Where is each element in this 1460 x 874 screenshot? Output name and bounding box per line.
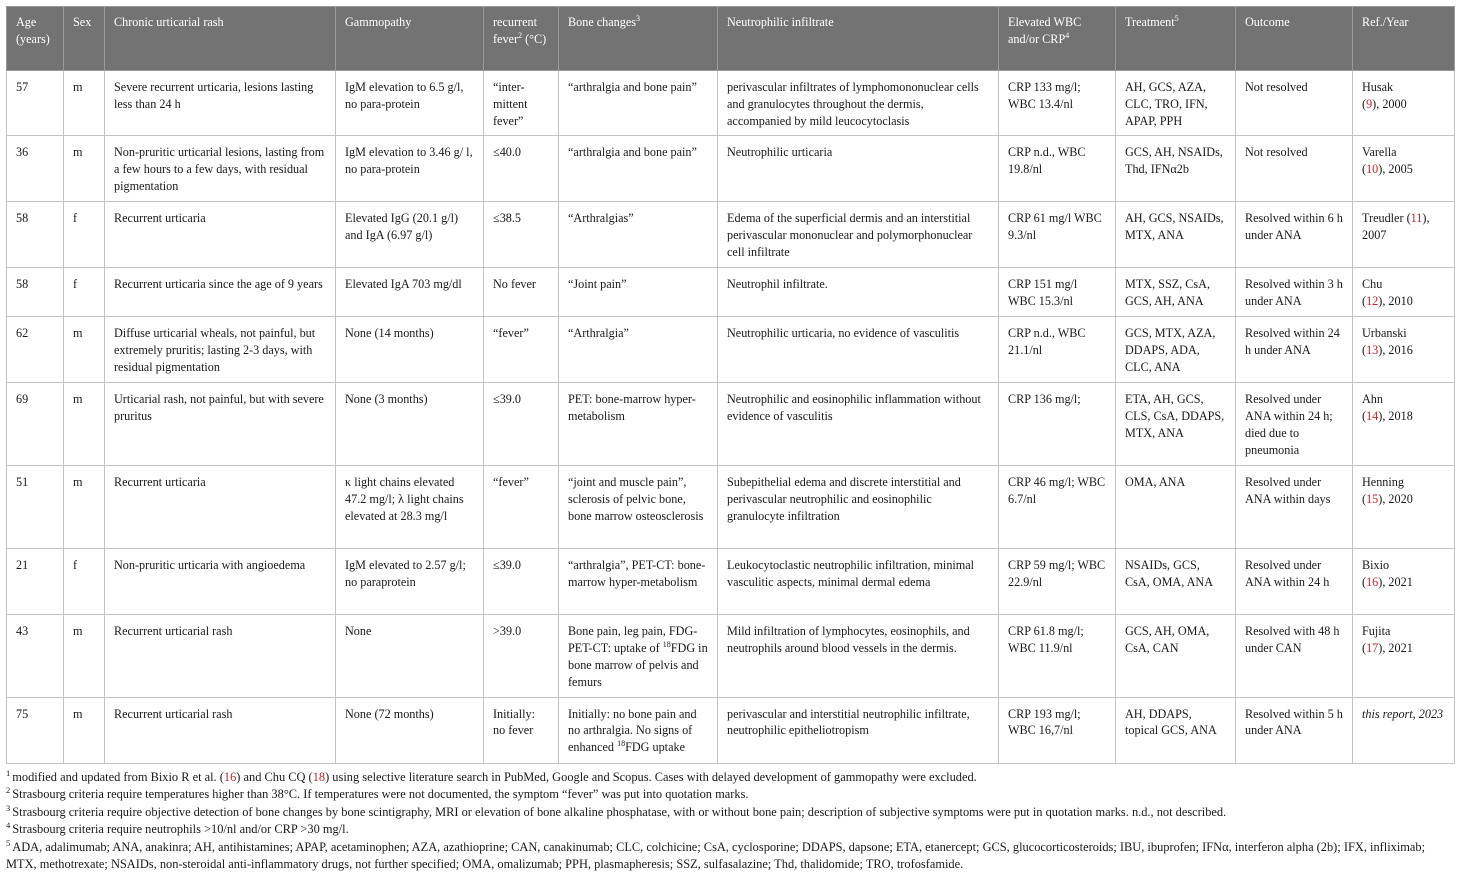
cell-fever: >39.0 xyxy=(484,615,559,697)
cell-gammopathy: Elevated IgA 703 mg/dl xyxy=(336,268,484,317)
cell-infiltrate: Leukocytoclastic neutrophilic infiltration, minimal vasculitic aspects, minimal dermal edema xyxy=(718,549,999,615)
footnotes xyxy=(6,769,1454,874)
cell-bone: “arthralgia and bone pain” xyxy=(559,71,718,136)
cell-ref: Treudler (11), 2007 xyxy=(1353,202,1455,268)
cell-treatment: GCS, AH, OMA, CsA, CAN xyxy=(1116,615,1236,697)
cell-gammopathy: κ light chains elevated 47.2 mg/l; λ light chains elevated at 28.3 mg/l xyxy=(336,466,484,549)
reference-link[interactable]: 14 xyxy=(1366,409,1379,424)
cell-age: 43 xyxy=(7,615,64,697)
reference-link[interactable]: 10 xyxy=(1366,162,1379,177)
header-treatment: Treatment$^5$ xyxy=(1116,7,1236,71)
cell-sex: f xyxy=(64,268,105,317)
header-sex: Sex xyxy=(64,7,105,71)
cell-wbc: CRP 151 mg/l WBC 15.3/nl xyxy=(999,268,1116,317)
cell-treatment: AH, GCS, AZA, CLC, TRO, IFN, APAP, PPH xyxy=(1116,71,1236,136)
header-fever: recurrent fever$^2$ (°C) xyxy=(484,7,559,71)
footnote-5: $^5$ ADA, adalimumab; ANA, anakinra; AH, antihistamines; APAP, acetaminophen; AZA, azathioprine; CAN, canakinumab; CLC, colchicine; CsA, cyclosporine; DDAPS, dapsone; ETA, etanercept; GCS, glucocorticosteroids; IBU, ibuprofen; IFNα, interferon alpha (2b); IFX, infliximab; MTX, methotrexate; NSAIDs, non-steroidal anti-inflammatory drugs, not further specified; OMA, omalizumab; PPH, plasmapheresis; SSZ, sulfasalazine; Thd, thalidomide; TRO, trofosfamide. xyxy=(6,837,1426,872)
footnote-4: $^4$ Strasbourg criteria require neutrophils >10/nl and/or CRP >30 mg/l. xyxy=(6,820,349,837)
cell-wbc: CRP n.d., WBC 19.8/nl xyxy=(999,136,1116,202)
cell-outcome: Resolved with 48 h under CAN xyxy=(1236,615,1353,697)
reference-link[interactable]: 13 xyxy=(1366,343,1379,358)
cell-outcome: Resolved within 5 h under ANA xyxy=(1236,697,1353,763)
case-table xyxy=(6,6,1455,764)
cell-bone: “joint and muscle pain”, sclerosis of pelvic bone, bone marrow osteosclerosis xyxy=(559,466,718,549)
header-infiltrate: Neutrophilic infiltrate xyxy=(718,7,999,71)
cell-age: 57 xyxy=(7,71,64,136)
footnote-2: $^2$ Strasbourg criteria require temperatures higher than 38°C. If temperatures were not documented, the symptom “fever” was put into quotation marks. xyxy=(6,785,749,802)
cell-fever: ≤39.0 xyxy=(484,383,559,466)
cell-ref: this report, 2023 xyxy=(1353,697,1455,763)
cell-sex: m xyxy=(64,136,105,202)
cell-outcome: Resolved within 3 h under ANA xyxy=(1236,268,1353,317)
cell-age: 51 xyxy=(7,466,64,549)
cell-ref: Bixio (16), 2021 xyxy=(1353,549,1455,615)
cell-gammopathy: None (72 months) xyxy=(336,697,484,763)
cell-treatment: MTX, SSZ, CsA, GCS, AH, ANA xyxy=(1116,268,1236,317)
cell-outcome: Resolved under ANA within 24 h; died due to pneumonia xyxy=(1236,383,1353,466)
table-page xyxy=(6,6,1454,874)
cell-ref: Husak (9), 2000 xyxy=(1353,71,1455,136)
cell-sex: m xyxy=(64,317,105,383)
table-row xyxy=(7,383,1455,466)
table-row xyxy=(7,268,1455,317)
cell-ref: Fujita (17), 2021 xyxy=(1353,615,1455,697)
cell-sex: m xyxy=(64,615,105,697)
cell-outcome: Resolved under ANA within days xyxy=(1236,466,1353,549)
header-bone: Bone changes$^3$ xyxy=(559,7,718,71)
cell-infiltrate: Mild infiltration of lymphocytes, eosinophils, and neutrophils around blood vessels in the dermis. xyxy=(718,615,999,697)
reference-link[interactable]: 17 xyxy=(1366,641,1379,656)
cell-fever: No fever xyxy=(484,268,559,317)
header-row xyxy=(7,7,1455,71)
cell-infiltrate: Neutrophil infiltrate. xyxy=(718,268,999,317)
reference-link[interactable]: 15 xyxy=(1366,492,1379,507)
cell-rash: Recurrent urticaria xyxy=(105,466,336,549)
cell-fever: ≤40.0 xyxy=(484,136,559,202)
header-age: Age (years) xyxy=(7,7,64,71)
cell-ref: Urbanski (13), 2016 xyxy=(1353,317,1455,383)
cell-treatment: AH, GCS, NSAIDs, MTX, ANA xyxy=(1116,202,1236,268)
cell-bone: Bone pain, leg pain, FDG-PET-CT: uptake of $^{18}$FDG in bone marrow of pelvis and femurs xyxy=(559,615,718,697)
cell-wbc: CRP 46 mg/l; WBC 6.7/nl xyxy=(999,466,1116,549)
table-row xyxy=(7,549,1455,615)
cell-gammopathy: Elevated IgG (20.1 g/l) and IgA (6.97 g/l) xyxy=(336,202,484,268)
cell-ref: Ahn (14), 2018 xyxy=(1353,383,1455,466)
cell-bone: “arthralgia and bone pain” xyxy=(559,136,718,202)
cell-ref: Chu (12), 2010 xyxy=(1353,268,1455,317)
cell-gammopathy: None (14 months) xyxy=(336,317,484,383)
cell-bone: “Arthralgia” xyxy=(559,317,718,383)
cell-treatment: GCS, MTX, AZA, DDAPS, ADA, CLC, ANA xyxy=(1116,317,1236,383)
cell-infiltrate: Neutrophilic urticaria, no evidence of vasculitis xyxy=(718,317,999,383)
cell-gammopathy: None (3 months) xyxy=(336,383,484,466)
cell-gammopathy: IgM elevated to 2.57 g/l; no paraprotein xyxy=(336,549,484,615)
cell-age: 62 xyxy=(7,317,64,383)
cell-infiltrate: perivascular infiltrates of lymphomononuclear cells and granulocytes throughout the dermis, accompanied by mild leucocytoclasis xyxy=(718,71,999,136)
cell-age: 69 xyxy=(7,383,64,466)
footnote-3: $^3$ Strasbourg criteria require objective detection of bone changes by bone scintigraphy, MRI or elevation of bone alkaline phosphatase, with or without bone pain; description of subjective symptoms were put in quotation marks. n.d., not described. xyxy=(6,802,1227,819)
cell-rash: Recurrent urticarial rash xyxy=(105,697,336,763)
header-rash: Chronic urticarial rash xyxy=(105,7,336,71)
cell-fever: “fever” xyxy=(484,317,559,383)
cell-rash: Recurrent urticaria since the age of 9 years xyxy=(105,268,336,317)
table-row xyxy=(7,317,1455,383)
table-row xyxy=(7,136,1455,202)
cell-infiltrate: perivascular and interstitial neutrophilic infiltrate, neutrophilic epitheliotropism xyxy=(718,697,999,763)
cell-treatment: OMA, ANA xyxy=(1116,466,1236,549)
cell-age: 21 xyxy=(7,549,64,615)
cell-age: 58 xyxy=(7,268,64,317)
cell-fever: ≤38.5 xyxy=(484,202,559,268)
cell-wbc: CRP 61.8 mg/l; WBC 11.9/nl xyxy=(999,615,1116,697)
cell-wbc: CRP 133 mg/l; WBC 13.4/nl xyxy=(999,71,1116,136)
reference-link[interactable]: 12 xyxy=(1366,294,1379,309)
footnote-1: $^1$ modified and updated from Bixio R et al. (16) and Chu CQ (18) using selective literature search in PubMed, Google and Scopus. Cases with delayed development of gammopathy were excluded. xyxy=(6,767,977,784)
cell-infiltrate: Subepithelial edema and discrete interstitial and perivascular neutrophilic and eosinophilic granulocyte infiltration xyxy=(718,466,999,549)
cell-treatment: NSAIDs, GCS, CsA, OMA, ANA xyxy=(1116,549,1236,615)
cell-sex: m xyxy=(64,383,105,466)
reference-link[interactable]: 11 xyxy=(1410,211,1423,226)
cell-bone: “Arthralgias” xyxy=(559,202,718,268)
cell-age: 58 xyxy=(7,202,64,268)
cell-treatment: ETA, AH, GCS, CLS, CsA, DDAPS, MTX, ANA xyxy=(1116,383,1236,466)
cell-gammopathy: IgM elevation to 3.46 g/ l, no para-protein xyxy=(336,136,484,202)
cell-outcome: Resolved within 6 h under ANA xyxy=(1236,202,1353,268)
cell-wbc: CRP 61 mg/l WBC 9.3/nl xyxy=(999,202,1116,268)
cell-rash: Non-pruritic urticaria with angioedema xyxy=(105,549,336,615)
table-row xyxy=(7,466,1455,549)
cell-rash: Non-pruritic urticarial lesions, lasting from a few hours to a few days, with residual pigmentation xyxy=(105,136,336,202)
cell-bone: “arthralgia”, PET-CT: bone-marrow hyper-metabolism xyxy=(559,549,718,615)
cell-gammopathy: IgM elevation to 6.5 g/l, no para-protein xyxy=(336,71,484,136)
table-row xyxy=(7,697,1455,763)
cell-age: 36 xyxy=(7,136,64,202)
header-outcome: Outcome xyxy=(1236,7,1353,71)
cell-fever: “fever” xyxy=(484,466,559,549)
cell-rash: Recurrent urticarial rash xyxy=(105,615,336,697)
header-wbc: Elevated WBC and/or CRP$^4$ xyxy=(999,7,1116,71)
cell-fever: Initially: no fever xyxy=(484,697,559,763)
cell-rash: Diffuse urticarial wheals, not painful, but extremely pruritis; lasting 2-3 days, with residual pigmentation xyxy=(105,317,336,383)
table-row xyxy=(7,202,1455,268)
cell-fever: ≤39.0 xyxy=(484,549,559,615)
cell-infiltrate: Neutrophilic and eosinophilic inflammation without evidence of vasculitis xyxy=(718,383,999,466)
cell-gammopathy: None xyxy=(336,615,484,697)
cell-rash: Recurrent urticaria xyxy=(105,202,336,268)
cell-outcome: Not resolved xyxy=(1236,136,1353,202)
cell-outcome: Resolved under ANA within 24 h xyxy=(1236,549,1353,615)
cell-fever: “inter-mittent fever” xyxy=(484,71,559,136)
cell-bone: PET: bone-marrow hyper-metabolism xyxy=(559,383,718,466)
cell-bone: Initially: no bone pain and no arthralgia. No signs of enhanced $^{18}$FDG uptake xyxy=(559,697,718,763)
cell-sex: m xyxy=(64,71,105,136)
reference-link[interactable]: 18 xyxy=(312,769,326,784)
cell-infiltrate: Neutrophilic urticaria xyxy=(718,136,999,202)
cell-rash: Urticarial rash, not painful, but with severe pruritus xyxy=(105,383,336,466)
cell-wbc: CRP 59 mg/l; WBC 22.9/nl xyxy=(999,549,1116,615)
cell-sex: m xyxy=(64,697,105,763)
cell-treatment: AH, DDAPS, topical GCS, ANA xyxy=(1116,697,1236,763)
cell-rash: Severe recurrent urticaria, lesions lasting less than 24 h xyxy=(105,71,336,136)
cell-treatment: GCS, AH, NSAIDs, Thd, IFNα2b xyxy=(1116,136,1236,202)
cell-sex: f xyxy=(64,202,105,268)
cell-wbc: CRP n.d., WBC 21.1/nl xyxy=(999,317,1116,383)
cell-infiltrate: Edema of the superficial dermis and an interstitial perivascular mononuclear and polymorphonuclear cell infiltrate xyxy=(718,202,999,268)
cell-sex: f xyxy=(64,549,105,615)
reference-link[interactable]: 9 xyxy=(1366,96,1373,111)
cell-outcome: Not resolved xyxy=(1236,71,1353,136)
header-gammopathy: Gammopathy xyxy=(336,7,484,71)
cell-outcome: Resolved within 24 h under ANA xyxy=(1236,317,1353,383)
reference-link[interactable]: 16 xyxy=(1366,575,1379,590)
cell-ref: Varella (10), 2005 xyxy=(1353,136,1455,202)
cell-age: 75 xyxy=(7,697,64,763)
reference-link[interactable]: 16 xyxy=(223,769,237,784)
cell-ref: Henning (15), 2020 xyxy=(1353,466,1455,549)
cell-wbc: CRP 136 mg/l; xyxy=(999,383,1116,466)
cell-sex: m xyxy=(64,466,105,549)
header-ref: Ref./Year xyxy=(1353,7,1455,71)
table-row xyxy=(7,71,1455,136)
cell-bone: “Joint pain” xyxy=(559,268,718,317)
cell-wbc: CRP 193 mg/l; WBC 16,7/nl xyxy=(999,697,1116,763)
table-row xyxy=(7,615,1455,697)
